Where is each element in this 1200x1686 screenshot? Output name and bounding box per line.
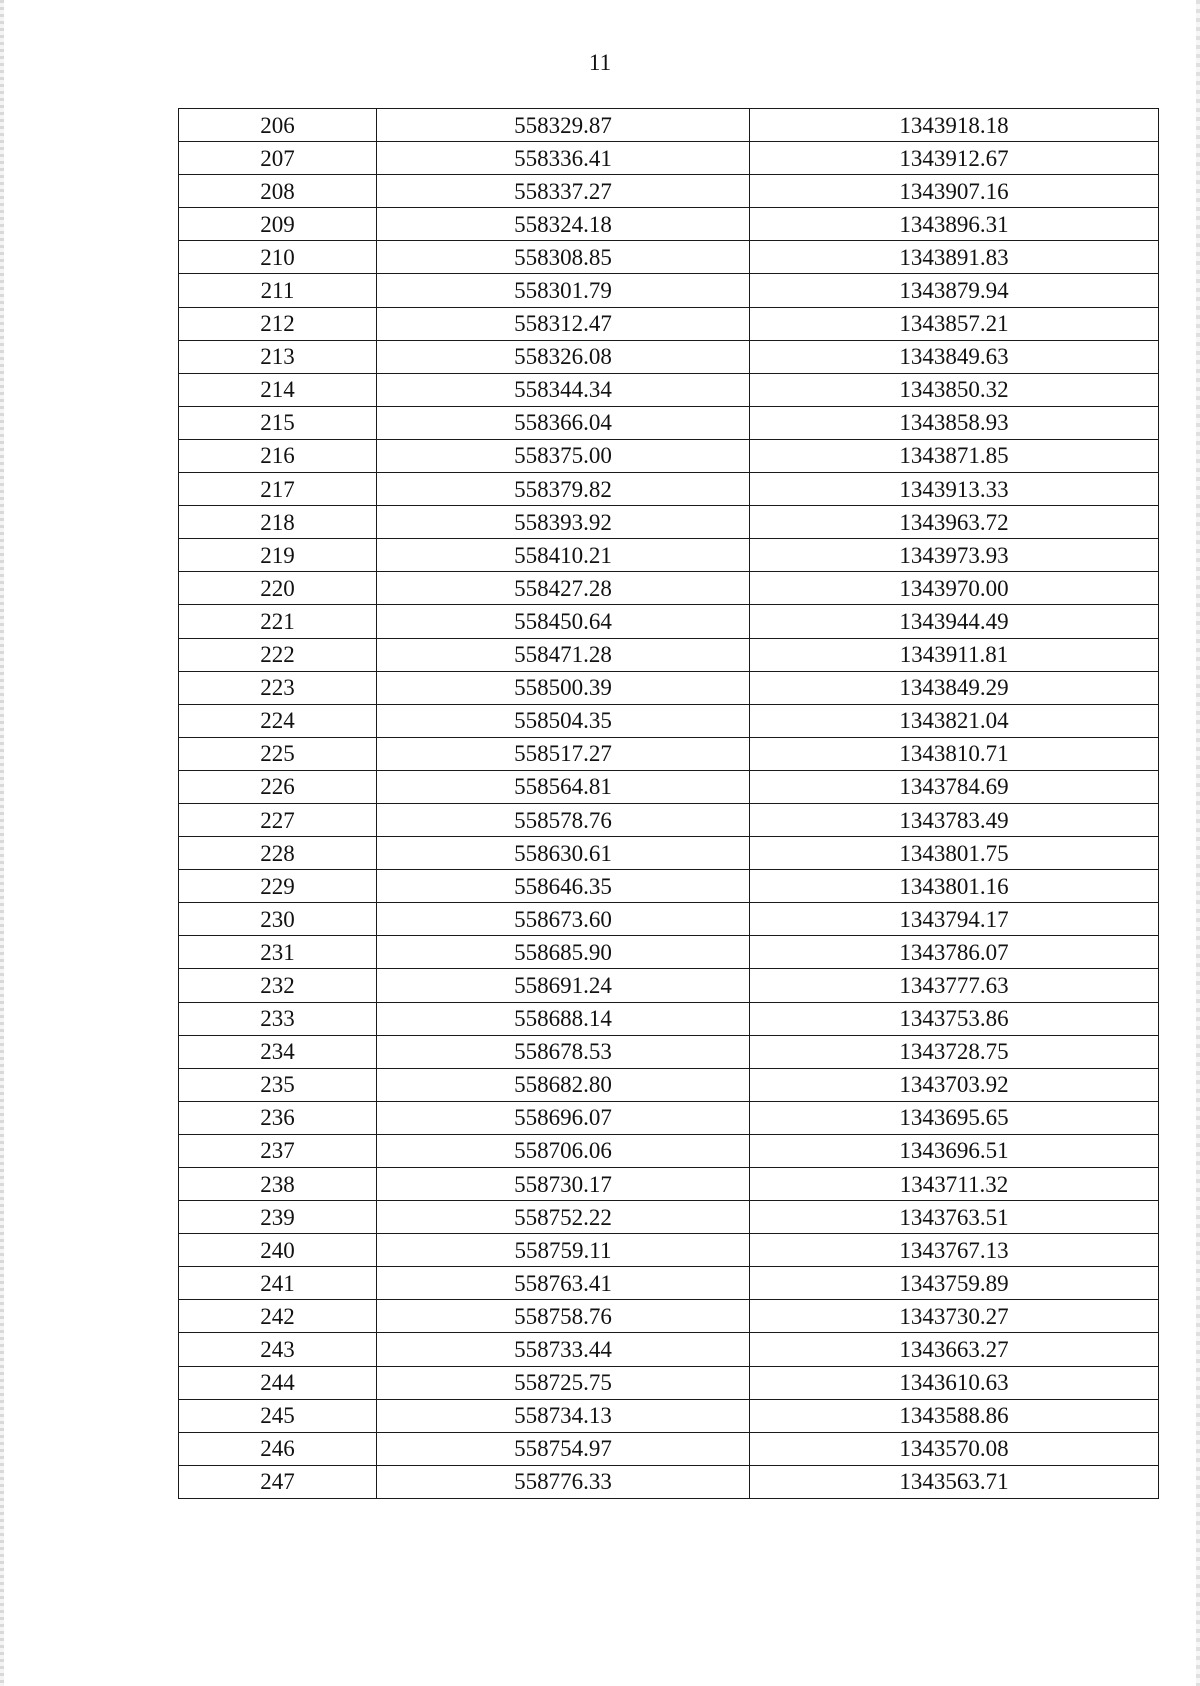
y-coordinate-cell: 1343907.16 bbox=[750, 175, 1159, 208]
point-number-cell: 243 bbox=[179, 1333, 377, 1366]
x-coordinate-cell: 558688.14 bbox=[377, 1002, 750, 1035]
x-coordinate-cell: 558758.76 bbox=[377, 1300, 750, 1333]
point-number-cell: 210 bbox=[179, 241, 377, 274]
x-coordinate-cell: 558500.39 bbox=[377, 671, 750, 704]
table-row bbox=[179, 1002, 1159, 1035]
point-number-cell: 247 bbox=[179, 1465, 377, 1498]
scan-edge-left bbox=[0, 0, 4, 1686]
x-coordinate-cell: 558734.13 bbox=[377, 1399, 750, 1432]
table-row bbox=[179, 837, 1159, 870]
point-number-cell: 213 bbox=[179, 340, 377, 373]
x-coordinate-cell: 558312.47 bbox=[377, 307, 750, 340]
point-number-cell: 209 bbox=[179, 208, 377, 241]
x-coordinate-cell: 558308.85 bbox=[377, 241, 750, 274]
point-number-cell: 206 bbox=[179, 109, 377, 142]
x-coordinate-cell: 558329.87 bbox=[377, 109, 750, 142]
table-row bbox=[179, 142, 1159, 175]
table-row bbox=[179, 1366, 1159, 1399]
y-coordinate-cell: 1343810.71 bbox=[750, 737, 1159, 770]
y-coordinate-cell: 1343849.29 bbox=[750, 671, 1159, 704]
x-coordinate-cell: 558763.41 bbox=[377, 1267, 750, 1300]
table-row bbox=[179, 274, 1159, 307]
x-coordinate-cell: 558730.17 bbox=[377, 1168, 750, 1201]
table-row bbox=[179, 406, 1159, 439]
y-coordinate-cell: 1343913.33 bbox=[750, 473, 1159, 506]
y-coordinate-cell: 1343783.49 bbox=[750, 803, 1159, 836]
point-number-cell: 231 bbox=[179, 936, 377, 969]
point-number-cell: 246 bbox=[179, 1432, 377, 1465]
y-coordinate-cell: 1343944.49 bbox=[750, 605, 1159, 638]
point-number-cell: 212 bbox=[179, 307, 377, 340]
y-coordinate-cell: 1343973.93 bbox=[750, 539, 1159, 572]
x-coordinate-cell: 558685.90 bbox=[377, 936, 750, 969]
y-coordinate-cell: 1343784.69 bbox=[750, 770, 1159, 803]
y-coordinate-cell: 1343763.51 bbox=[750, 1201, 1159, 1234]
y-coordinate-cell: 1343970.00 bbox=[750, 572, 1159, 605]
page-number: 11 bbox=[588, 50, 612, 75]
point-number-cell: 222 bbox=[179, 638, 377, 671]
y-coordinate-cell: 1343918.18 bbox=[750, 109, 1159, 142]
table-row bbox=[179, 1465, 1159, 1498]
point-number-cell: 235 bbox=[179, 1068, 377, 1101]
table-row bbox=[179, 1399, 1159, 1432]
point-number-cell: 216 bbox=[179, 439, 377, 472]
x-coordinate-cell: 558410.21 bbox=[377, 539, 750, 572]
y-coordinate-cell: 1343696.51 bbox=[750, 1134, 1159, 1167]
x-coordinate-cell: 558471.28 bbox=[377, 638, 750, 671]
table-row bbox=[179, 1267, 1159, 1300]
x-coordinate-cell: 558379.82 bbox=[377, 473, 750, 506]
x-coordinate-cell: 558324.18 bbox=[377, 208, 750, 241]
point-number-cell: 208 bbox=[179, 175, 377, 208]
point-number-cell: 233 bbox=[179, 1002, 377, 1035]
table-row bbox=[179, 704, 1159, 737]
point-number-cell: 245 bbox=[179, 1399, 377, 1432]
point-number-cell: 227 bbox=[179, 803, 377, 836]
table-row bbox=[179, 870, 1159, 903]
y-coordinate-cell: 1343588.86 bbox=[750, 1399, 1159, 1432]
table-row bbox=[179, 638, 1159, 671]
x-coordinate-cell: 558301.79 bbox=[377, 274, 750, 307]
x-coordinate-cell: 558673.60 bbox=[377, 903, 750, 936]
coordinate-table-body bbox=[179, 109, 1159, 1499]
point-number-cell: 207 bbox=[179, 142, 377, 175]
y-coordinate-cell: 1343896.31 bbox=[750, 208, 1159, 241]
point-number-cell: 220 bbox=[179, 572, 377, 605]
point-number-cell: 244 bbox=[179, 1366, 377, 1399]
point-number-cell: 234 bbox=[179, 1035, 377, 1068]
table-row bbox=[179, 439, 1159, 472]
table-row bbox=[179, 903, 1159, 936]
table-row bbox=[179, 803, 1159, 836]
y-coordinate-cell: 1343911.81 bbox=[750, 638, 1159, 671]
y-coordinate-cell: 1343570.08 bbox=[750, 1432, 1159, 1465]
y-coordinate-cell: 1343857.21 bbox=[750, 307, 1159, 340]
y-coordinate-cell: 1343767.13 bbox=[750, 1234, 1159, 1267]
point-number-cell: 230 bbox=[179, 903, 377, 936]
table-row bbox=[179, 1333, 1159, 1366]
point-number-cell: 228 bbox=[179, 837, 377, 870]
point-number-cell: 219 bbox=[179, 539, 377, 572]
y-coordinate-cell: 1343849.63 bbox=[750, 340, 1159, 373]
table-row bbox=[179, 572, 1159, 605]
point-number-cell: 214 bbox=[179, 373, 377, 406]
x-coordinate-cell: 558754.97 bbox=[377, 1432, 750, 1465]
table-row bbox=[179, 969, 1159, 1002]
table-row bbox=[179, 605, 1159, 638]
x-coordinate-cell: 558696.07 bbox=[377, 1101, 750, 1134]
x-coordinate-cell: 558326.08 bbox=[377, 340, 750, 373]
point-number-cell: 241 bbox=[179, 1267, 377, 1300]
x-coordinate-cell: 558752.22 bbox=[377, 1201, 750, 1234]
x-coordinate-cell: 558450.64 bbox=[377, 605, 750, 638]
x-coordinate-cell: 558344.34 bbox=[377, 373, 750, 406]
point-number-cell: 218 bbox=[179, 506, 377, 539]
x-coordinate-cell: 558564.81 bbox=[377, 770, 750, 803]
table-row bbox=[179, 936, 1159, 969]
x-coordinate-cell: 558725.75 bbox=[377, 1366, 750, 1399]
point-number-cell: 224 bbox=[179, 704, 377, 737]
table-row bbox=[179, 1300, 1159, 1333]
x-coordinate-cell: 558578.76 bbox=[377, 803, 750, 836]
y-coordinate-cell: 1343777.63 bbox=[750, 969, 1159, 1002]
table-row bbox=[179, 1068, 1159, 1101]
table-row bbox=[179, 1035, 1159, 1068]
y-coordinate-cell: 1343821.04 bbox=[750, 704, 1159, 737]
x-coordinate-cell: 558517.27 bbox=[377, 737, 750, 770]
table-row bbox=[179, 1134, 1159, 1167]
point-number-cell: 242 bbox=[179, 1300, 377, 1333]
table-row bbox=[179, 671, 1159, 704]
x-coordinate-cell: 558646.35 bbox=[377, 870, 750, 903]
table-row bbox=[179, 340, 1159, 373]
y-coordinate-cell: 1343879.94 bbox=[750, 274, 1159, 307]
table-row bbox=[179, 1432, 1159, 1465]
point-number-cell: 211 bbox=[179, 274, 377, 307]
table-row bbox=[179, 770, 1159, 803]
y-coordinate-cell: 1343610.63 bbox=[750, 1366, 1159, 1399]
table-row bbox=[179, 208, 1159, 241]
y-coordinate-cell: 1343786.07 bbox=[750, 936, 1159, 969]
x-coordinate-cell: 558630.61 bbox=[377, 837, 750, 870]
y-coordinate-cell: 1343963.72 bbox=[750, 506, 1159, 539]
y-coordinate-cell: 1343858.93 bbox=[750, 406, 1159, 439]
point-number-cell: 217 bbox=[179, 473, 377, 506]
point-number-cell: 238 bbox=[179, 1168, 377, 1201]
x-coordinate-cell: 558678.53 bbox=[377, 1035, 750, 1068]
point-number-cell: 237 bbox=[179, 1134, 377, 1167]
table-row bbox=[179, 307, 1159, 340]
scan-edge-right bbox=[1196, 0, 1200, 1686]
coordinate-table bbox=[178, 108, 1159, 1499]
x-coordinate-cell: 558682.80 bbox=[377, 1068, 750, 1101]
table-row bbox=[179, 1101, 1159, 1134]
point-number-cell: 240 bbox=[179, 1234, 377, 1267]
y-coordinate-cell: 1343730.27 bbox=[750, 1300, 1159, 1333]
y-coordinate-cell: 1343728.75 bbox=[750, 1035, 1159, 1068]
x-coordinate-cell: 558776.33 bbox=[377, 1465, 750, 1498]
table-row bbox=[179, 473, 1159, 506]
x-coordinate-cell: 558336.41 bbox=[377, 142, 750, 175]
y-coordinate-cell: 1343703.92 bbox=[750, 1068, 1159, 1101]
x-coordinate-cell: 558706.06 bbox=[377, 1134, 750, 1167]
x-coordinate-cell: 558504.35 bbox=[377, 704, 750, 737]
point-number-cell: 221 bbox=[179, 605, 377, 638]
y-coordinate-cell: 1343794.17 bbox=[750, 903, 1159, 936]
point-number-cell: 232 bbox=[179, 969, 377, 1002]
y-coordinate-cell: 1343912.67 bbox=[750, 142, 1159, 175]
point-number-cell: 229 bbox=[179, 870, 377, 903]
table-row bbox=[179, 506, 1159, 539]
point-number-cell: 236 bbox=[179, 1101, 377, 1134]
x-coordinate-cell: 558733.44 bbox=[377, 1333, 750, 1366]
y-coordinate-cell: 1343801.75 bbox=[750, 837, 1159, 870]
table-row bbox=[179, 1168, 1159, 1201]
table-row bbox=[179, 1201, 1159, 1234]
y-coordinate-cell: 1343711.32 bbox=[750, 1168, 1159, 1201]
y-coordinate-cell: 1343663.27 bbox=[750, 1333, 1159, 1366]
x-coordinate-cell: 558691.24 bbox=[377, 969, 750, 1002]
point-number-cell: 226 bbox=[179, 770, 377, 803]
y-coordinate-cell: 1343801.16 bbox=[750, 870, 1159, 903]
x-coordinate-cell: 558337.27 bbox=[377, 175, 750, 208]
table-row bbox=[179, 109, 1159, 142]
point-number-cell: 239 bbox=[179, 1201, 377, 1234]
table-row bbox=[179, 1234, 1159, 1267]
x-coordinate-cell: 558759.11 bbox=[377, 1234, 750, 1267]
y-coordinate-cell: 1343753.86 bbox=[750, 1002, 1159, 1035]
y-coordinate-cell: 1343759.89 bbox=[750, 1267, 1159, 1300]
y-coordinate-cell: 1343871.85 bbox=[750, 439, 1159, 472]
x-coordinate-cell: 558427.28 bbox=[377, 572, 750, 605]
x-coordinate-cell: 558393.92 bbox=[377, 506, 750, 539]
table-row bbox=[179, 241, 1159, 274]
table-row bbox=[179, 737, 1159, 770]
x-coordinate-cell: 558366.04 bbox=[377, 406, 750, 439]
x-coordinate-cell: 558375.00 bbox=[377, 439, 750, 472]
point-number-cell: 223 bbox=[179, 671, 377, 704]
y-coordinate-cell: 1343891.83 bbox=[750, 241, 1159, 274]
table-row bbox=[179, 175, 1159, 208]
point-number-cell: 225 bbox=[179, 737, 377, 770]
y-coordinate-cell: 1343850.32 bbox=[750, 373, 1159, 406]
y-coordinate-cell: 1343563.71 bbox=[750, 1465, 1159, 1498]
table-row bbox=[179, 539, 1159, 572]
table-row bbox=[179, 373, 1159, 406]
y-coordinate-cell: 1343695.65 bbox=[750, 1101, 1159, 1134]
point-number-cell: 215 bbox=[179, 406, 377, 439]
